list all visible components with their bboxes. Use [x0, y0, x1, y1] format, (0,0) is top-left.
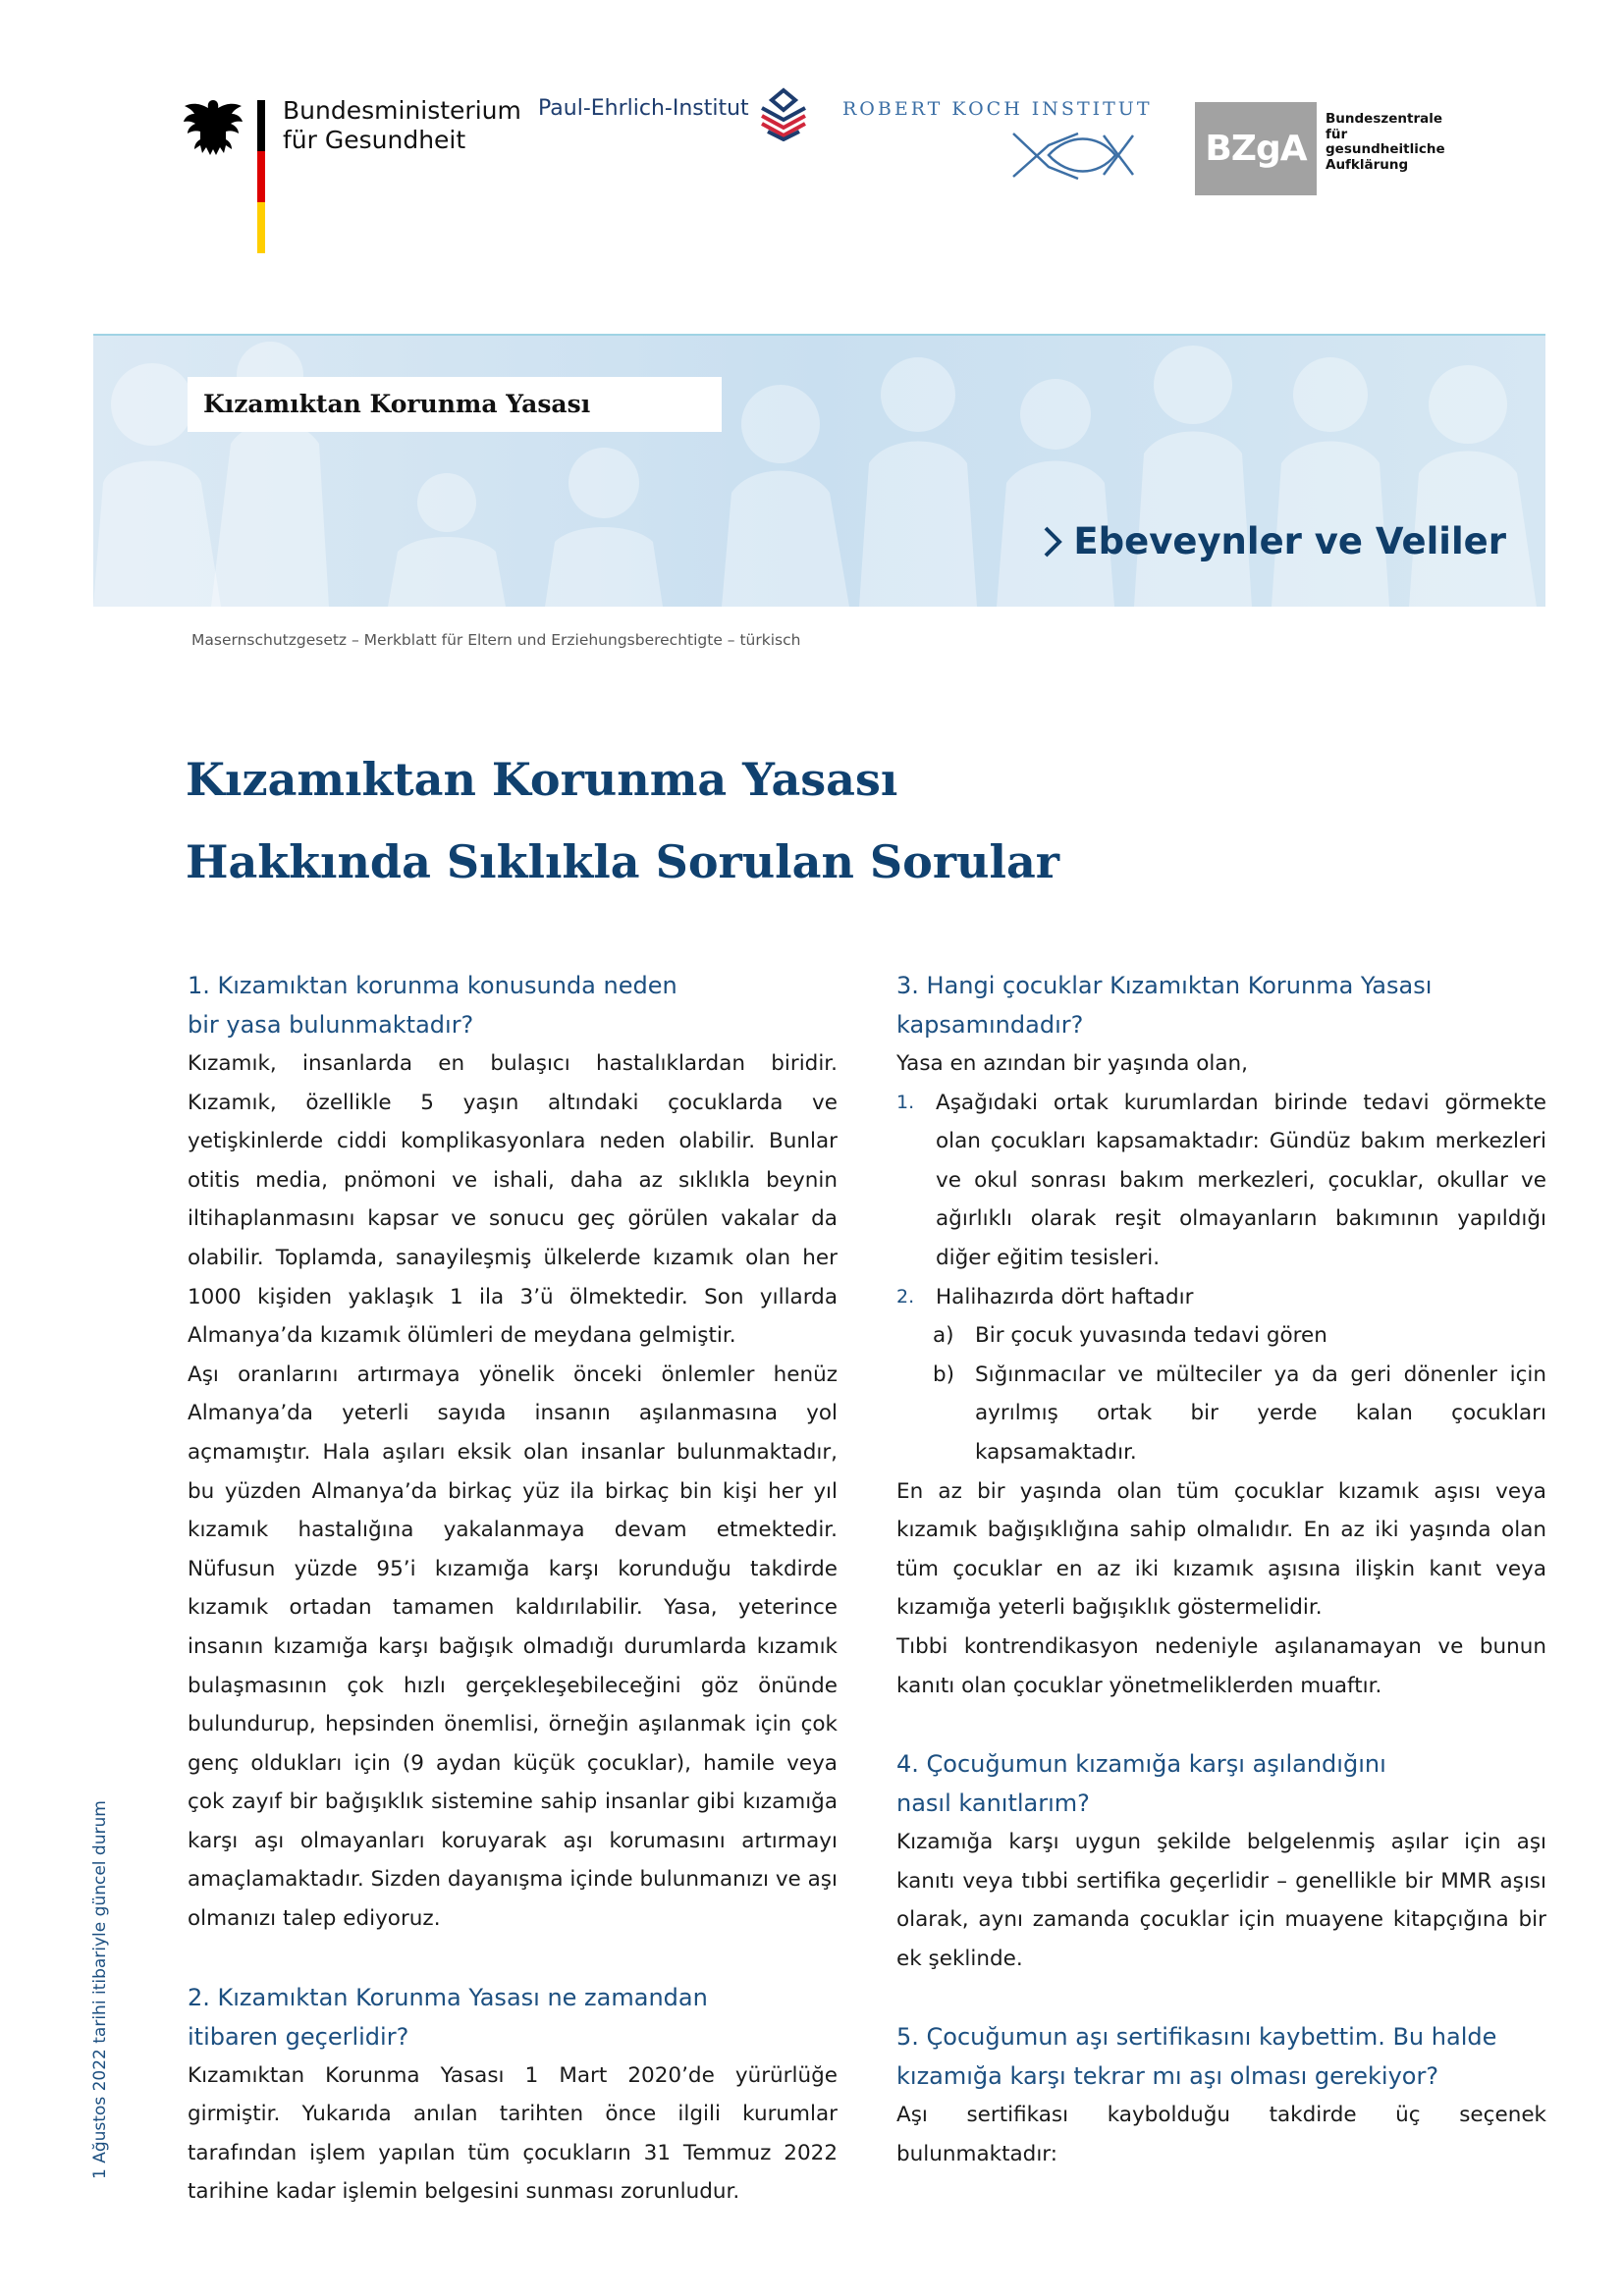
- item-number: 2.: [896, 1285, 915, 1308]
- question-4-heading: [896, 1744, 1546, 1823]
- german-subtitle: Masernschutzgesetz – Merkblatt für Eltern und Erziehungsberechtigte – türkisch: [191, 631, 801, 649]
- question-3-item-2: [896, 1278, 1546, 1317]
- question-5-paragraph: Aşı sertifikası kaybolduğu takdirde üç seçenek bulunmaktadır:: [896, 2103, 1546, 2167]
- rki-emblem-icon: [1009, 128, 1137, 183]
- item-text: Halihazırda dört haftadır: [936, 1284, 1194, 1309]
- question-1-heading-line1: 1. Kızamıktan korunma konusunda neden: [188, 972, 677, 999]
- pei-name: Paul-Ehrlich-Institut: [538, 96, 749, 121]
- question-2-heading-line2: itibaren geçerlidir?: [188, 2022, 409, 2051]
- bmg-logo: [183, 96, 536, 255]
- rki-logo: [842, 98, 1157, 187]
- question-5-heading-line1: 5. Çocuğumun aşı sertifikasını kaybettim. Bu halde: [896, 2023, 1497, 2052]
- bzga-line3: gesundheitliche: [1326, 141, 1445, 157]
- question-1-heading-line2: bir yasa bulunmaktadır?: [188, 1011, 474, 1039]
- question-2-heading-line1: 2. Kızamıktan Korunma Yasası ne zamandan: [188, 1983, 708, 2011]
- question-3-intro: Yasa en azından bir yaşında olan,: [896, 1051, 1249, 1076]
- question-3-subitem-b: [896, 1356, 1546, 1472]
- banner-label: Kızamıktan Korunma Yasası: [203, 390, 591, 418]
- question-2-paragraph: Kızamıktan Korunma Yasası 1 Mart 2020’de yürürlüğe girmiştir. Yukarıda anılan tarihten önce ilgili kurumlar tarafından işlem yapılan tüm çocukların 31 Temmuz 2022 tarihine kadar işlemin belgesini sunması zorunludur.: [188, 2062, 838, 2205]
- bzga-line4: Aufklärung: [1326, 156, 1409, 173]
- hero-banner: [93, 334, 1545, 607]
- chevron-right-icon: [1042, 524, 1063, 560]
- bmg-line1: Bundesministerium: [283, 96, 521, 125]
- banner-label-box: [188, 377, 722, 432]
- question-3-subitem-a: [896, 1316, 1546, 1356]
- subitem-label: b): [933, 1362, 955, 1387]
- subitem-text: Sığınmacılar ve mülteciler ya da geri dönenler için ayrılmış ortak bir yerde kalan çocukları kapsamaktadır.: [975, 1362, 1546, 1465]
- rki-name: ROBERT KOCH INSTITUT: [842, 98, 1153, 120]
- item-text: Aşağıdaki ortak kurumlardan birinde tedavi görmekte olan çocukları kapsamaktadır: Gündüz bakım merkezleri ve okul sonrası bakım merkezleri, çocuklar, okullar ve ağırlıklı olarak reşit olmayanların bakımının yapıldığı diğer eğitim tesisleri.: [936, 1090, 1546, 1270]
- question-3-item-1: [896, 1084, 1546, 1278]
- question-4-paragraph: Kızamığa karşı uygun şekilde belgelenmiş aşılar için aşı kanıtı veya tıbbi sertifika geçerlidir – genellikle bir MMR aşısı olarak, aynı zamanda çocuklar için muayene kitapçığına bir ek şeklinde.: [896, 1830, 1546, 1971]
- bzga-logo: [1195, 102, 1470, 196]
- question-1-paragraph-2: Aşı oranlarını artırmaya yönelik önceki önlemler henüz Almanya’da yeterli sayıda insanın aşılanmasına yol açmamıştır. Hala aşıları eksik olan insanlar bulunmaktadır, bu yüzden Almanya’da birkaç yüz ila birkaç bin kişi her yıl kızamık hastalığına yakalanmaya devam etmektedir. Nüfusun yüzde 95’i kızamığa karşı korunduğu takdirde kızamık ortadan tamamen kaldırılabilir. Yasa, yeterince insanın kızamığa karşı bağışık olmadığı durumlarda kızamık bulaşmasının çok hızlı gerçekleşebileceğini göz önünde bulundurup, hepsinden önemlisi, örneğin aşılanmak için çok genç oldukları için (9 aydan küçük çocuklar), hamile veya çok zayıf bir bağışıklık sistemine sahip insanlar gibi kızamığa karşı aşı olmayanları koruyarak aşı korumasını artırmayı amaçlamaktadır. Sizden dayanışma içinde bulunmanızı ve aşı olmanızı talep ediyoruz.: [188, 1362, 838, 1932]
- question-3-heading-line2: kapsamındadır?: [896, 1011, 1084, 1039]
- question-3-paragraph-3: Tıbbi kontrendikasyon nedeniyle aşılanamayan ve bunun kanıtı olan çocuklar yönetmeliklerden muaftır.: [896, 1633, 1546, 1698]
- question-4-heading-line2: nasıl kanıtlarım?: [896, 1789, 1090, 1818]
- question-3-heading: [896, 966, 1546, 1044]
- question-1-paragraph-1: Kızamık, insanlarda en bulaşıcı hastalıklardan biridir. Kızamık, özellikle 5 yaşın altındaki çocuklarda ve yetişkinlerde ciddi komplikasyonlara neden olabilir. Bunlar otitis media, pnömoni ve ishali, daha az sıklıkla beynin iltihaplanmasını kapsar ve sonucu geç görülen vakalar da olabilir. Toplamda, sanayileşmiş ülkelerde kızamık olan her 1000 kişiden yaklaşık 1 ila 3’ü ölmektedir. Son yıllarda Almanya’da kızamık ölümleri de meydana gelmiştir.: [188, 1051, 838, 1349]
- date-side-note: 1 Ağustos 2022 tarihi itibariyle güncel durum: [90, 1800, 110, 2179]
- german-flag-bar: [257, 100, 265, 253]
- question-1-heading: [188, 966, 838, 1044]
- question-2-heading: [188, 1978, 838, 2056]
- bzga-abbr: BZgA: [1195, 102, 1317, 195]
- pei-emblem-icon: [756, 86, 811, 141]
- subitem-label: a): [933, 1323, 954, 1349]
- page-title-line1: Kızamıktan Korunma Yasası: [186, 753, 898, 806]
- bmg-name: [283, 96, 521, 155]
- federal-eagle-icon: [183, 96, 244, 161]
- bzga-line1: Bundeszentrale: [1326, 111, 1442, 127]
- question-4-heading-line1: 4. Çocuğumun kızamığa karşı aşılandığını: [896, 1750, 1386, 1779]
- bzga-name: [1326, 112, 1445, 173]
- question-5-heading: [896, 2017, 1546, 2096]
- page-title-line2: Hakkında Sıklıkla Sorulan Sorular: [186, 835, 1060, 888]
- bzga-line2: für: [1326, 126, 1348, 142]
- question-3-paragraph-2: En az bir yaşında olan tüm çocuklar kızamık aşısı veya kızamık bağışıklığına sahip olmalıdır. En az iki yaşında olan tüm çocuklar en az iki kızamık aşısına ilişkin kanıt veya kızamığa yeterli bağışıklık göstermelidir.: [896, 1478, 1546, 1621]
- right-column: [896, 966, 1546, 2174]
- subitem-text: Bir çocuk yuvasında tedavi gören: [975, 1323, 1327, 1349]
- question-5-heading-line2: kızamığa karşı tekrar mı aşı olması gerekiyor?: [896, 2062, 1439, 2091]
- page-title: [186, 738, 1059, 903]
- bmg-line2: für Gesundheit: [283, 126, 466, 154]
- question-3-heading-line1: 3. Hangi çocuklar Kızamıktan Korunma Yasası: [896, 972, 1433, 999]
- item-number: 1.: [896, 1091, 915, 1113]
- audience-label: Ebeveynler ve Veliler: [1073, 520, 1506, 562]
- audience-heading: [1042, 520, 1506, 562]
- left-column: [188, 966, 838, 2212]
